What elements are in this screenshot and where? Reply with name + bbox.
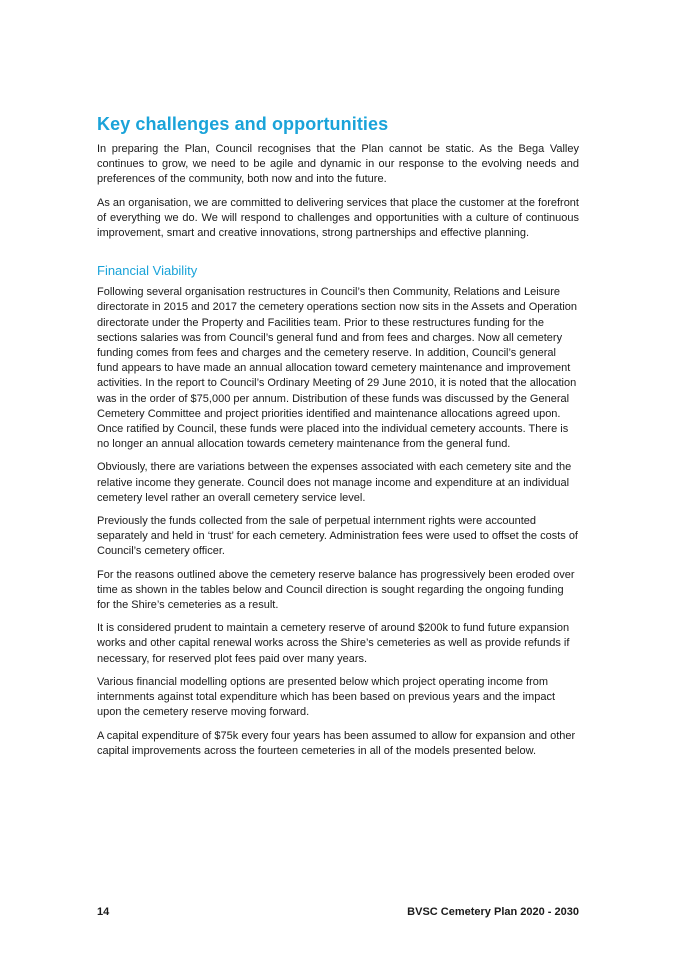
body-paragraph-3: Previously the funds collected from the sale of perpetual internment rights were accounted separately and held in ‘trust’ for each cemetery. Administration fees were used to offset the costs of Council’s cemetery officer. [97,515,578,558]
page-content [97,114,579,767]
intro-paragraph-1: In preparing the Plan, Council recognises that the Plan cannot be static. As the Bega Valley continues to grow, we need to be agile and dynamic in our response to the evolving needs and preferences of the community, both now and into the future. [97,143,579,186]
body-paragraph-6: Various financial modelling options are presented below which project operating income from internments against total expenditure which has been based on previous years and the impact upon the cemetery reserve moving forward. [97,675,556,719]
body-paragraph-1: Following several organisation restructures in Council’s then Community, Relations and Leisure directorate in 2015 and 2017 the cemetery operations section now sits in the Assets and Operation directorate under the Property and Facilities team. Prior to these restructures funding for the sections salaries was from Council’s general fund and from fees and charges. Now all cemetery funding comes from fees and charges and the cemetery reserve. In addition, Council’s general fund appears to have made an annual allocation toward cemetery maintenance and improvement activities. In the report to Council’s Ordinary Meeting of 29 June 2010, it is noted that the allocation was in the order of $75,000 per annum. Distribution of these funds was discussed by the General Cemetery Committee and project priorities identified and maintenance allocations agreed upon. Once ratified by Council, these funds were placed into the individual cemetery accounts. There is no longer an annual allocation towards cemetery maintenance from the general fund. [97,286,578,451]
body-paragraph-5: It is considered prudent to maintain a cemetery reserve of around $200k to fund future expansion works and other capital renewal works across the Shire’s cemeteries as well as provide refunds if necessary, for reserved plot fees paid over many years. [97,622,570,665]
page-footer [97,906,579,918]
body-paragraph-7: A capital expenditure of $75k every four years has been assumed to allow for expansion and other capital improvements across the fourteen cemeteries in all of the models presented below. [97,729,576,757]
body-paragraph-2: Obviously, there are variations between the expenses associated with each cemetery site and the relative income they generate. Council does not manage income and expenditure at an individual cemetery level rather an overall cemetery service level. [97,461,572,504]
section-heading: Key challenges and opportunities [97,114,389,134]
document-title: BVSC Cemetery Plan 2020 - 2030 [407,906,579,918]
page-number: 14 [97,906,110,918]
body-paragraph-4: For the reasons outlined above the cemetery reserve balance has progressively been eroded over time as shown in the tables below and Council direction is sought regarding the ongoing funding for the Shire’s cemeteries as a result. [97,568,575,612]
intro-paragraph-2: As an organisation, we are committed to delivering services that place the customer at the forefront of everything we do. We will respond to challenges and opportunities with a culture of continuous improvement, smart and creative innovations, strong partnerships and effective planning. [97,196,579,240]
subsection-heading: Financial Viability [97,263,198,279]
